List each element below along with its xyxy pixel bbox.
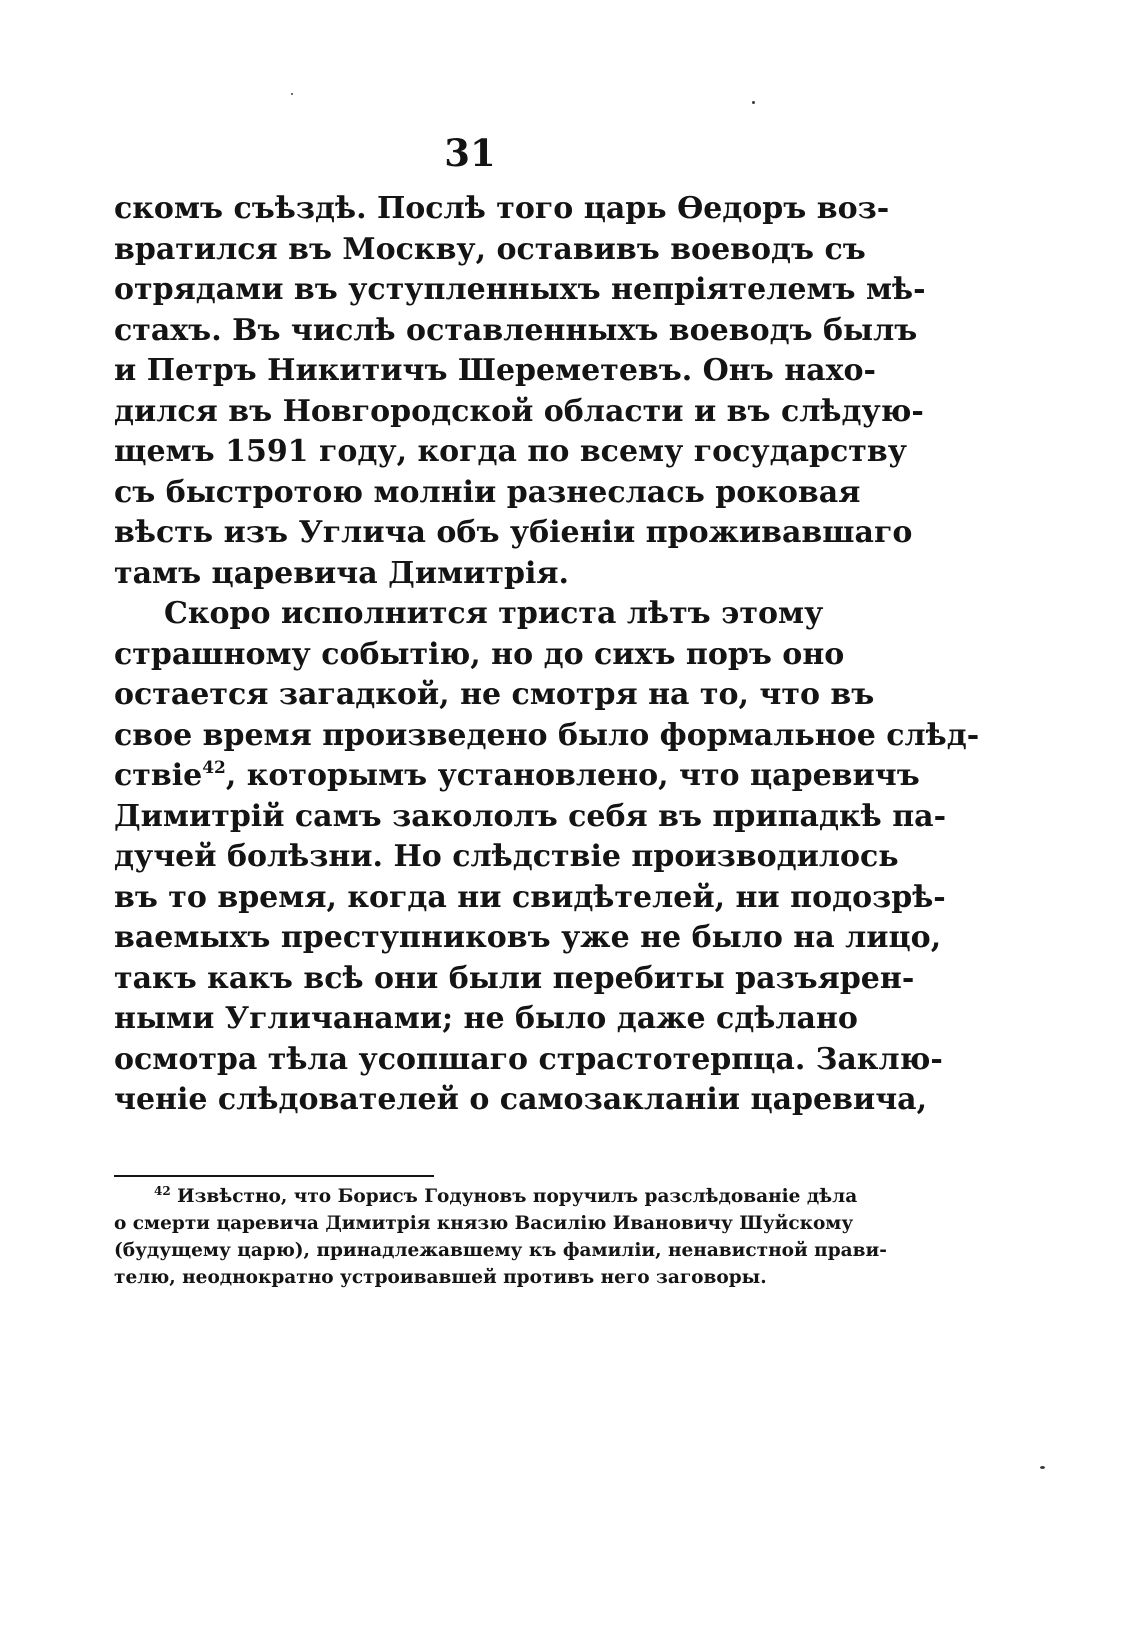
text-line: въ то время, когда ни свидѣтелей, ни подозрѣ- [114, 879, 946, 915]
text-line: свое время произведено было формальное слѣд- [114, 717, 980, 753]
text-line: Скоро исполнится триста лѣтъ этому [164, 596, 824, 631]
scan-speck [291, 93, 293, 95]
footnote-line: о смерти царевича Димитрія князю Василію Ивановичу Шуйскому [114, 1213, 854, 1234]
text-line: вратился въ Москву, оставивъ воеводъ съ [114, 231, 866, 267]
text-line: дучей болѣзни. Но слѣдствіе производилось [114, 839, 899, 874]
text-line: отрядами въ уступленныхъ непріятелемъ мѣ- [114, 272, 926, 307]
text-fragment: ствіе [114, 758, 203, 793]
text-line: тамъ царевича Димитрія. [114, 555, 569, 591]
text-line: такъ какъ всѣ они были перебиты разъярен- [114, 960, 915, 996]
text-line: дился въ Новгородской области и въ слѣдую- [114, 393, 924, 429]
text-line: и Петръ Никитичъ Шереметевъ. Онъ нахо- [114, 353, 876, 388]
text-line: ными Угличанами; не было даже сдѣлано [114, 1001, 858, 1036]
text-line: ченіе слѣдователей о самозакланіи царевича, [114, 1082, 928, 1117]
text-line: съ быстротою молніи разнеслась роковая [114, 474, 861, 510]
text-line: Димитрій самъ закололъ себя въ припадкѣ па- [114, 798, 947, 834]
text-line: стахъ. Въ числѣ оставленныхъ воеводъ былъ [114, 312, 918, 348]
footnote-separator [114, 1175, 434, 1177]
footnote-line [154, 1184, 858, 1210]
text-line-with-footnote-ref [114, 755, 920, 797]
footnote-reference: 42 [202, 758, 226, 778]
footnote-line: (будущему царю), принадлежавшему къ фамиліи, ненавистной прави- [114, 1240, 887, 1261]
page-number: 31 [444, 131, 496, 175]
text-line: скомъ съѣздѣ. Послѣ того царь Ѳедоръ воз- [114, 191, 890, 226]
text-line: осмотра тѣла усопшаго страстотерпца. Заклю- [114, 1041, 943, 1077]
footnote-line: телю, неоднократно устроивавшей противъ него заговоры. [114, 1267, 767, 1288]
text-fragment: Извѣстно, что Борисъ Годуновъ поручилъ разслѣдованіе дѣла [170, 1186, 858, 1207]
text-line: остается загадкой, не смотря на то, что въ [114, 677, 875, 712]
text-fragment: , которымъ установлено, что царевичъ [225, 758, 920, 793]
text-line: щемъ 1591 году, когда по всему государству [114, 434, 907, 469]
scan-speck [752, 101, 755, 104]
text-line: вѣсть изъ Углича объ убіеніи проживавшаго [114, 515, 913, 550]
scan-speck [1040, 1466, 1045, 1469]
text-line: страшному событію, но до сихъ поръ оно [114, 636, 845, 672]
footnote-marker: 42 [154, 1184, 171, 1198]
text-line: ваемыхъ преступниковъ уже не было на лицо, [114, 920, 942, 955]
